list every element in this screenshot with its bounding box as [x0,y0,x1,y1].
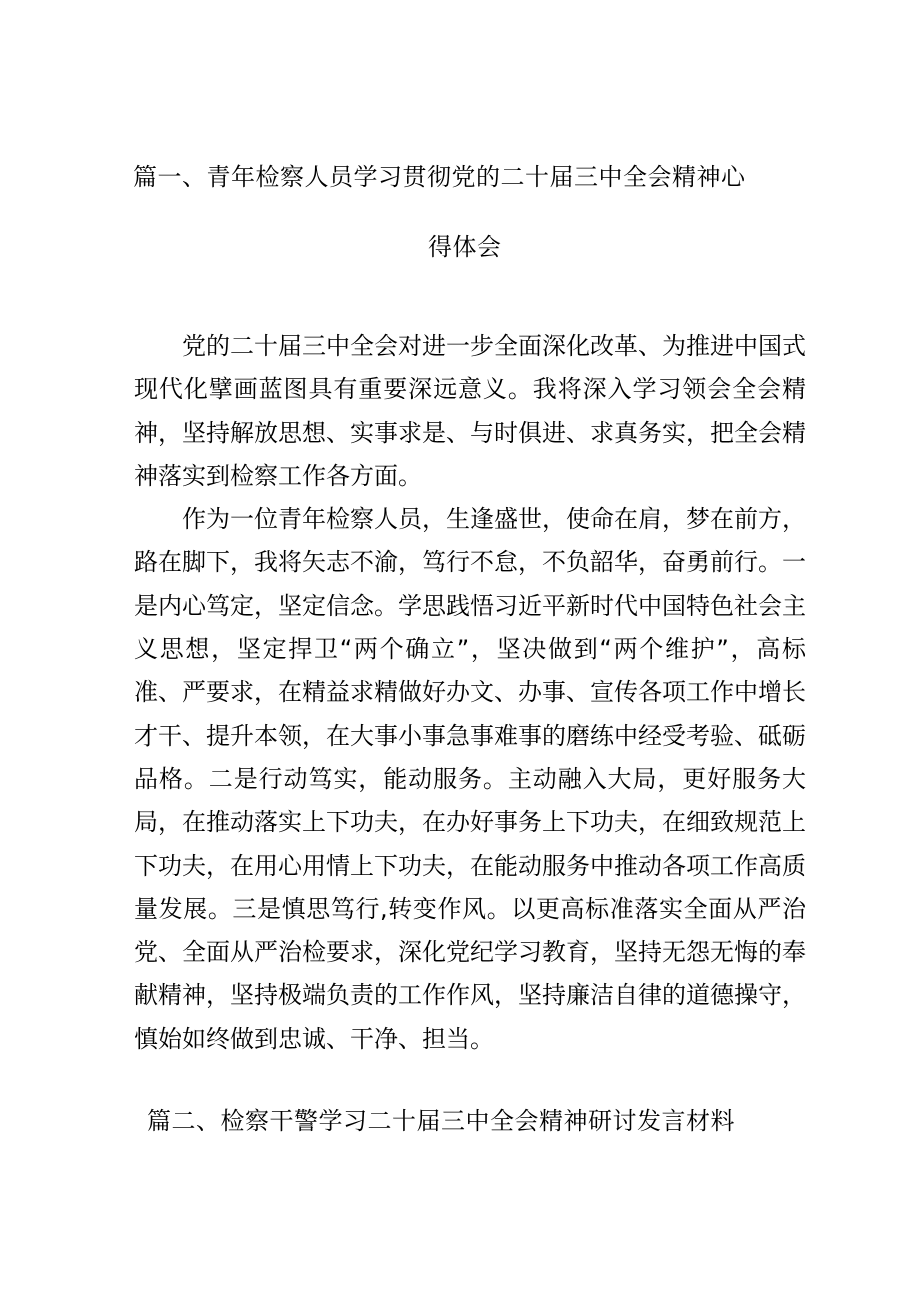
section2-title: 篇二、检察干警学习二十届三中全会精神研讨发言材料 [147,1107,735,1135]
section1-title-line1: 篇一、青年检察人员学习贯彻党的二十届三中全会精神心 [133,163,746,191]
section1-title-line2: 得体会 [428,233,502,261]
section1-paragraph-2: 作为一位青年检察人员，生逢盛世，使命在肩，梦在前方，路在脚下，我将矢志不渝，笃行不怠，不负韶华，奋勇前行。一是内心笃定，坚定信念。学思践悟习近平新时代中国特色社会主义思想，坚定捍卫“两个确立”，坚决做到“两个维护”，高标准、严要求，在精益求精做好办文、办事、宣传各项工作中增长才干、提升本领，在大事小事急事难事的磨练中经受考验、砥砺品格。二是行动笃实，能动服务。主动融入大局，更好服务大局，在推动落实上下功夫，在办好事务上下功夫，在细致规范上下功夫，在用心用情上下功夫，在能动服务中推动各项工作高质量发展。三是慎思笃行,转变作风。以更高标准落实全面从严治党、全面从严治检要求，深化党纪学习教育，坚持无怨无悔的奉献精神，坚持极端负责的工作作风，坚持廉洁自律的道德操守，慎始如终做到忠诚、干净、担当。 [134,505,806,1053]
section1-paragraph-1: 党的二十届三中全会对进一步全面深化改革、为推进中国式现代化擘画蓝图具有重要深远意义。我将深入学习领会全会精神，坚持解放思想、实事求是、与时俱进、求真务实，把全会精神落实到检察工作各方面。 [134,332,806,490]
section1-body [134,325,806,1061]
